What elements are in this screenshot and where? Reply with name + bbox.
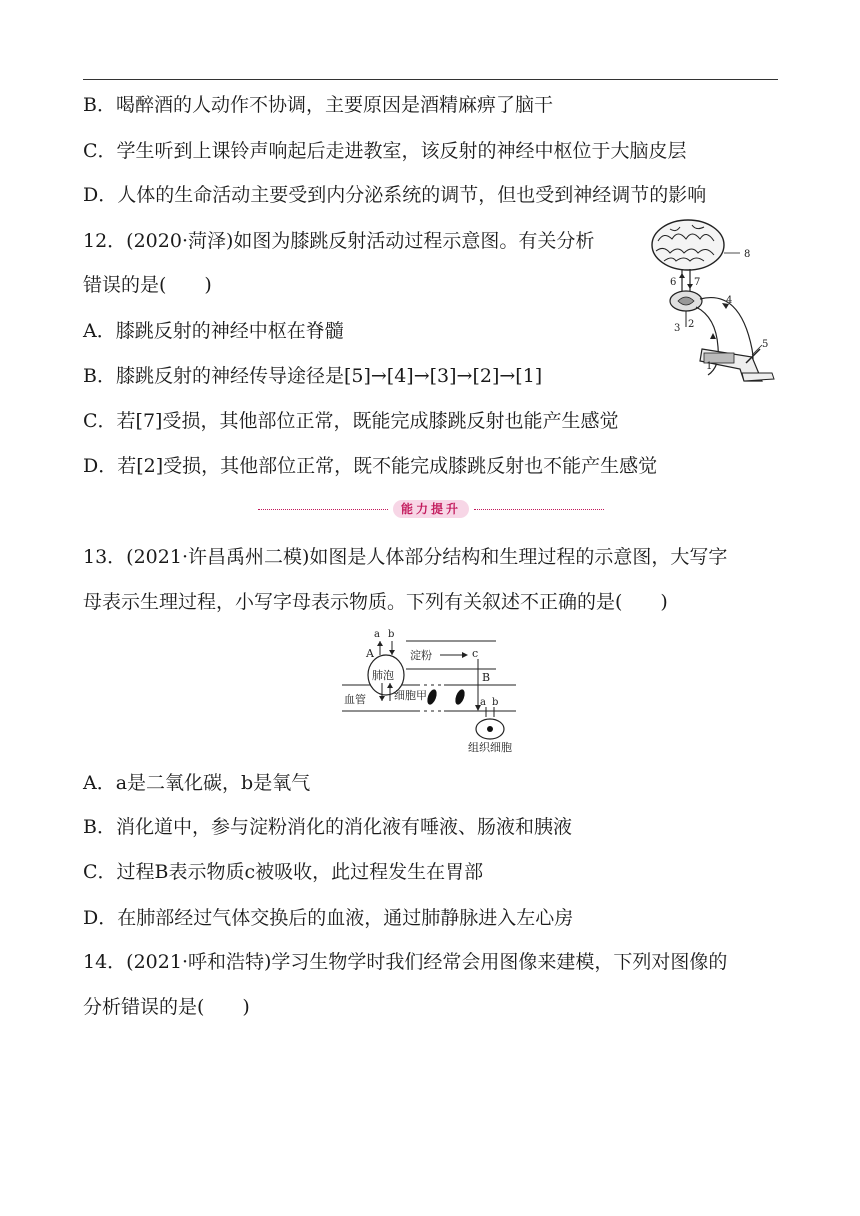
- q13-option-b: B．消化道中，参与淀粉消化的消化液有唾液、肠液和胰液: [83, 816, 572, 838]
- label-starch: 淀粉: [410, 649, 432, 662]
- label-vessel: 血管: [344, 693, 366, 706]
- label-tissue-cell: 组织细胞: [468, 741, 512, 754]
- q12-option-b: B．膝跳反射的神经传导途径是[5]→[4]→[3]→[2]→[1]: [83, 365, 543, 387]
- label-cell-jia: 细胞甲: [394, 689, 427, 702]
- body-process-figure: [340, 625, 520, 755]
- q12-option-d: D．若[2]受损，其他部位正常，既不能完成膝跳反射也不能产生感觉: [83, 455, 658, 477]
- q12-option-c: C．若[7]受损，其他部位正常，既能完成膝跳反射也能产生感觉: [83, 410, 619, 432]
- q12-stem-line1: 12．(2020·菏泽)如图为膝跳反射活动过程示意图。有关分析: [83, 230, 595, 252]
- q13-stem-line2: 母表示生理过程，小写字母表示物质。下列有关叙述不正确的是( ): [83, 591, 668, 613]
- knee-reflex-figure: [640, 215, 780, 385]
- label-B: B: [482, 671, 491, 684]
- label-2: 2: [688, 319, 695, 330]
- q14-stem-line2: 分析错误的是( ): [83, 996, 250, 1018]
- label-3: 3: [674, 323, 681, 334]
- section-divider: [258, 500, 604, 518]
- q11-option-d: D．人体的生命活动主要受到内分泌系统的调节，但也受到神经调节的影响: [83, 184, 707, 206]
- q11-option-c: C．学生听到上课铃声响起后走进教室，该反射的神经中枢位于大脑皮层: [83, 140, 687, 162]
- label-a-bottom: a: [480, 697, 486, 708]
- brain-drawing: [652, 220, 740, 270]
- label-6: 6: [670, 277, 677, 288]
- q13-stem-line1: 13．(2021·许昌禹州二模)如图是人体部分结构和生理过程的示意图，大写字: [83, 546, 728, 568]
- q13-option-a: A．a是二氧化碳，b是氧气: [83, 772, 311, 794]
- q11-option-b: B．喝醉酒的人动作不协调，主要原因是酒精麻痹了脑干: [83, 94, 553, 116]
- label-4: 4: [726, 295, 733, 306]
- divider-dots-left: [258, 509, 388, 510]
- label-c: c: [472, 647, 479, 660]
- q12-option-a: A．膝跳反射的神经中枢在脊髓: [83, 320, 344, 342]
- q14-stem-line1: 14．(2021·呼和浩特)学习生物学时我们经常会用图像来建模，下列对图像的: [83, 951, 728, 973]
- label-1: 1: [706, 361, 713, 372]
- q12-stem-line2: 错误的是( ): [83, 274, 212, 296]
- label-alveolus: 肺泡: [372, 669, 394, 682]
- ability-badge: 能力提升: [393, 500, 469, 518]
- label-A: A: [366, 647, 374, 660]
- label-7: 7: [694, 277, 701, 288]
- label-a-top: a: [374, 629, 380, 640]
- label-b-bottom: b: [492, 697, 499, 708]
- q13-option-c: C．过程B表示物质c被吸收，此过程发生在胃部: [83, 861, 484, 883]
- q13-option-d: D．在肺部经过气体交换后的血液，通过肺静脉进入左心房: [83, 907, 574, 929]
- divider-dots-right: [474, 509, 604, 510]
- header-rule: [83, 79, 778, 80]
- label-8: 8: [744, 249, 751, 260]
- label-b-top: b: [388, 629, 395, 640]
- label-5: 5: [762, 339, 769, 350]
